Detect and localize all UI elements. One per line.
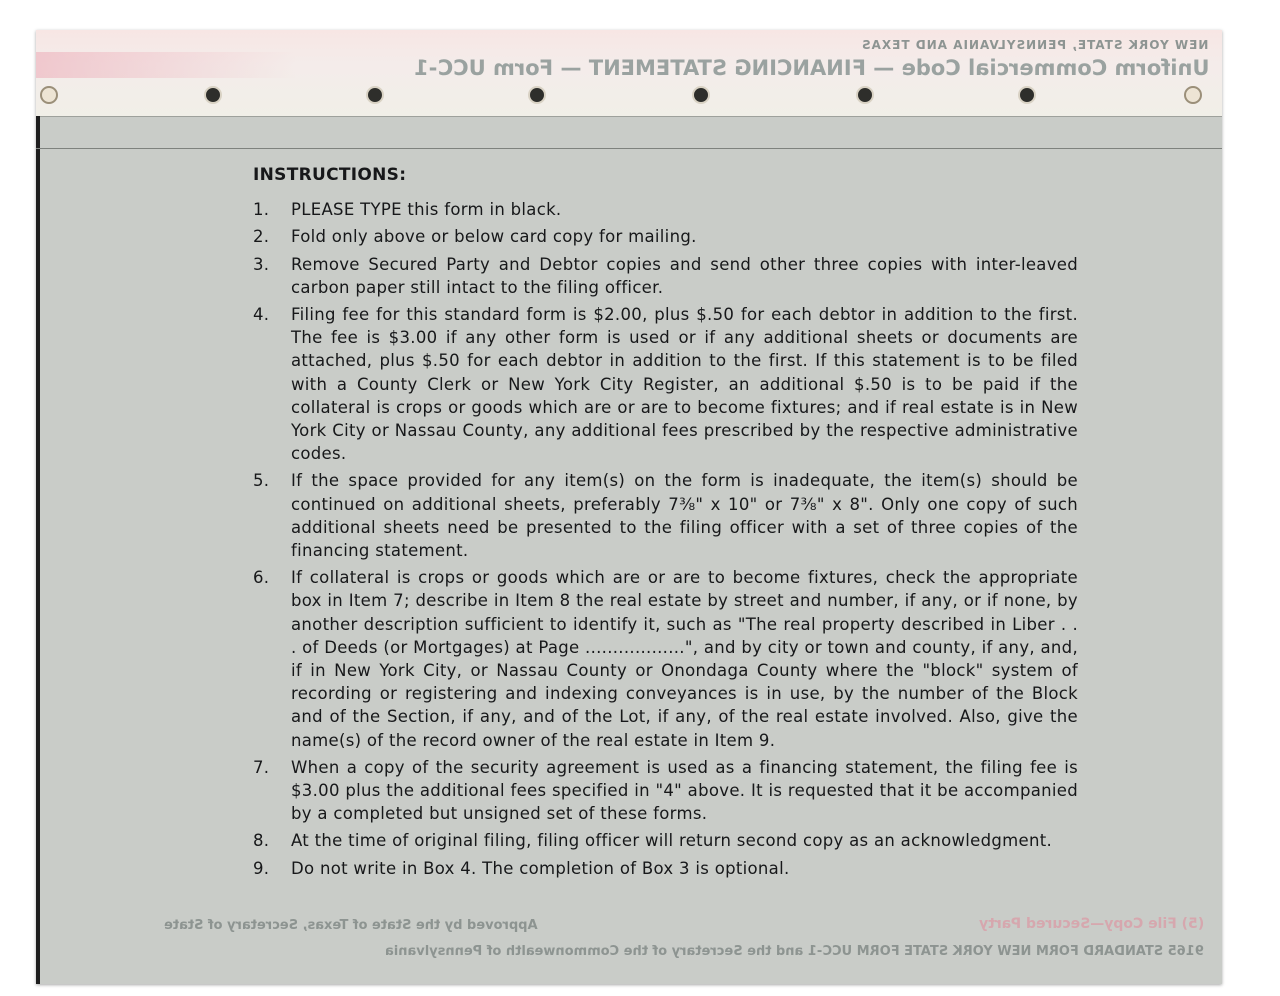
instruction-item	[253, 857, 1078, 880]
header-states-text: NEW YORK STATE, PENNSYLVANIA AND TEXAS	[860, 38, 1208, 52]
footer-approval-text: Approved by the State of Texas, Secretary of State	[164, 918, 538, 933]
instruction-number: 1.	[253, 200, 270, 220]
instruction-text: Remove Secured Party and Debtor copies and send other three copies with inter-leaved carbon paper still intact to the filing officer.	[291, 254, 1078, 297]
footer-copy-label	[979, 916, 1204, 932]
footer-approval-line	[164, 918, 538, 933]
footer-copy-label-text: (5) File Copy—Secured Party	[978, 916, 1204, 932]
instruction-text: Filing fee for this standard form is $2.00, plus $.50 for each debtor in addition to the first. The fee is $3.00 if any other form is used or if any additional sheets or documents are attached, plus $.50 for each debtor in addition to the first. If this statement is to be filed with a County Clerk or New York City Register, an additional $.50 is to be paid if the collateral is crops or goods which are or are to become fixtures; and if real estate is in New York City or Nassau County, any additional fees prescribed by the respective administrative codes.	[291, 305, 1078, 464]
instruction-text: If the space provided for any item(s) on the form is inadequate, the item(s) should be continued on additional sheets, preferably 7⅜" x 10" or 7⅜" x 8". Only one copy of such additional sheets need be presented to the filing officer with a set of three copies of the financing statement.	[291, 471, 1078, 561]
instruction-number: 3.	[253, 254, 270, 274]
footer-form-line	[385, 944, 1204, 959]
instruction-number: 6.	[253, 568, 270, 588]
instructions-heading: INSTRUCTIONS:	[253, 165, 407, 185]
punch-hole	[1018, 86, 1036, 104]
header-states-line	[861, 38, 1208, 52]
punch-hole	[692, 86, 710, 104]
punch-hole	[856, 86, 874, 104]
instruction-number: 4.	[253, 305, 270, 325]
instruction-text: Fold only above or below card copy for mailing.	[291, 227, 697, 247]
instruction-text: At the time of original filing, filing officer will return second copy as an acknowledgment.	[291, 831, 1053, 851]
pink-carbon-stain	[36, 52, 296, 78]
header-form-title-text: Uniform Commercial Code — FINANCING STATEMENT — Form UCC-1	[414, 56, 1210, 80]
instruction-number: 5.	[253, 471, 270, 491]
instruction-item	[253, 253, 1078, 299]
footer-form-text: 9165 STANDARD FORM NEW YORK STATE FORM UCC-1 and the Secretary of the Commonwealth of Pennsylvania	[385, 944, 1204, 959]
instruction-item	[253, 469, 1078, 562]
instruction-item	[253, 198, 1078, 221]
punch-hole	[204, 86, 222, 104]
header-form-title	[414, 56, 1210, 80]
instruction-number: 8.	[253, 831, 270, 851]
instruction-item	[253, 829, 1078, 852]
instruction-item	[253, 225, 1078, 248]
instruction-item	[253, 756, 1078, 826]
sheet-left-edge	[36, 116, 40, 984]
form-box-divider	[36, 148, 1222, 149]
punch-hole	[366, 86, 384, 104]
instructions-list	[253, 198, 1078, 880]
punch-hole	[40, 86, 58, 104]
instructions-block	[253, 164, 1078, 884]
instruction-text: Do not write in Box 4. The completion of Box 3 is optional.	[291, 858, 790, 878]
punch-hole	[1184, 86, 1202, 104]
instruction-number: 7.	[253, 757, 270, 777]
instruction-item	[253, 566, 1078, 752]
instruction-text: When a copy of the security agreement is used as a financing statement, the filing fee is $3.00 plus the additional fees specified in "4" above. It is requested that it be accompanied by a completed but unsigned set of these forms.	[291, 757, 1078, 824]
form-header-strip	[36, 30, 1222, 117]
instruction-text: PLEASE TYPE this form in black.	[291, 200, 562, 220]
instruction-number: 9.	[253, 858, 270, 878]
instruction-text: If collateral is crops or goods which are or are to become fixtures, check the appropriate box in Item 7; describe in Item 8 the real estate by street and number, if any, or if none, by another description sufficient to identify it, such as "The real property described in Liber . . . of Deeds (or Mortgages) at Page ..................", and by city or town and county, if any, and, if in New York City, or Nassau County or Onondaga County where the "block" system of recording or registering and indexing conveyances is in use, by the number of the Block and of the Section, if any, and of the Lot, if any, of the real estate involved. Also, give the name(s) of the record owner of the real estate in Item 9.	[291, 568, 1078, 750]
instruction-number: 2.	[253, 227, 270, 247]
instruction-item	[253, 303, 1078, 465]
punch-hole	[528, 86, 546, 104]
